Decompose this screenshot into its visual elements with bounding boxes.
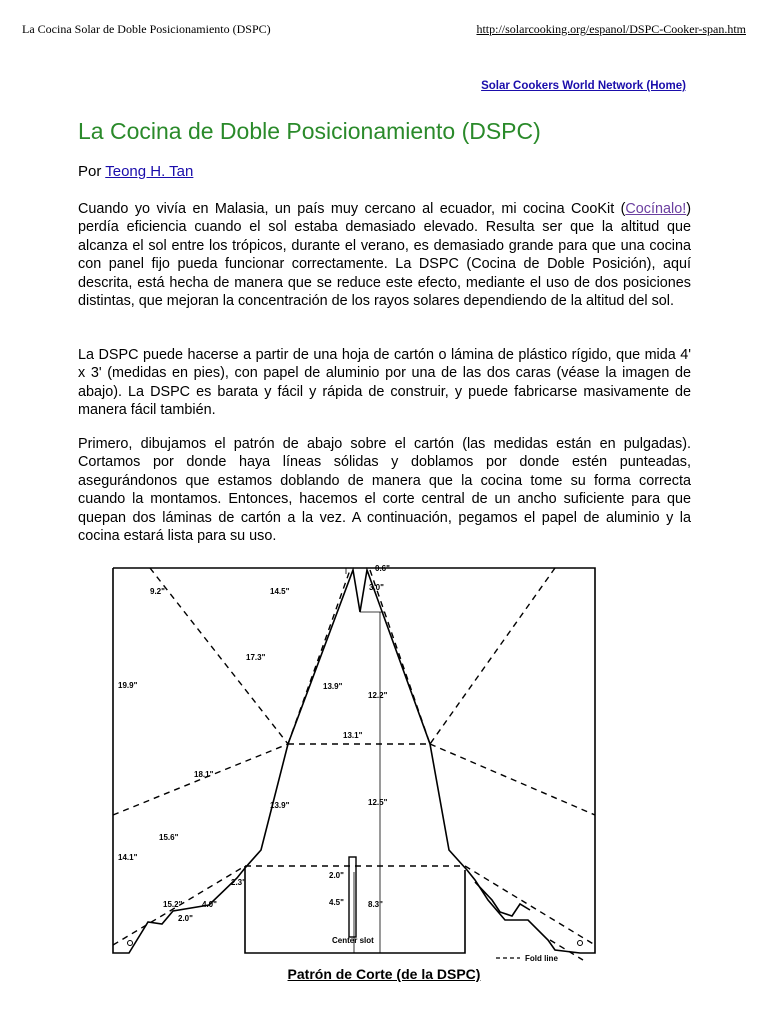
figure-caption-text: Patrón de Corte (de la DSPC): [287, 966, 481, 982]
label-2-0b: 2.0": [329, 871, 344, 880]
page-url[interactable]: http://solarcooking.org/espanol/DSPC-Cooker-span.htm: [476, 22, 746, 36]
label-13-9a: 13.9": [323, 682, 343, 691]
label-13-1: 13.1": [343, 731, 363, 740]
by-label: Por: [78, 163, 102, 180]
label-9-2: 9.2": [150, 587, 165, 596]
label-8-3: 8.3": [368, 900, 383, 909]
label-center-slot: Center slot: [332, 936, 374, 945]
label-15-6: 15.6": [159, 833, 179, 842]
page-title: La Cocina de Doble Posicionamiento (DSPC): [78, 118, 541, 144]
label-12-2: 12.2": [368, 691, 388, 700]
label-0-6: 0.6": [375, 564, 390, 573]
label-2-3: 2.3": [231, 878, 246, 887]
label-14-1: 14.1": [118, 853, 138, 862]
author-link[interactable]: Teong H. Tan: [105, 163, 194, 180]
label-18-1: 18.1": [194, 770, 214, 779]
label-4-5: 4.5": [329, 898, 344, 907]
fold-line-legend: [496, 954, 558, 963]
p1-text-a: Cuando yo vivía en Malasia, un país muy cercano al ecuador, mi cocina CooKit (: [78, 201, 626, 217]
legend-fold-line-label: Fold line: [525, 954, 558, 963]
figure-caption: [0, 966, 768, 982]
label-2-0a: 2.0": [178, 914, 193, 923]
label-17-3: 17.3": [246, 653, 266, 662]
cutting-pattern-diagram: [110, 560, 610, 970]
cookit-link[interactable]: Cocínalo!: [625, 201, 687, 217]
paragraph-intro: [78, 200, 691, 310]
paragraph-materials: La DSPC puede hacerse a partir de una hoja de cartón o lámina de plástico rígido, que mida 4' x 3' (medidas en pies), con papel de aluminio por una de las dos caras (véase la imagen de abajo). La DSPC es barata y fácil y rápida de construir, y puede fabricarse masivamente de manera fácil también.: [78, 347, 691, 419]
label-4-0: 4.0": [202, 900, 217, 909]
label-3-0: 3.0": [369, 583, 384, 592]
document-title: La Cocina Solar de Doble Posicionamiento (DSPC): [22, 22, 271, 36]
label-14-5: 14.5": [270, 587, 290, 596]
home-link[interactable]: Solar Cookers World Network (Home): [481, 80, 686, 92]
label-15-2: 15.2": [163, 900, 183, 909]
label-13-9b: 13.9": [270, 801, 290, 810]
paragraph-instructions: Primero, dibujamos el patrón de abajo sobre el cartón (las medidas están en pulgadas). Cortamos por donde haya líneas sólidas y doblamos por donde estén punteadas, asegurándonos que estamos doblando de manera que la cocina tome su forma correcta cuando la montamos. Entonces, hacemos el corte central de un ancho suficiente para que quepan dos láminas de cartón a la vez. A continuación, pegamos el papel de aluminio y la cocina estará lista para su uso.: [78, 436, 691, 545]
byline: [78, 163, 193, 180]
label-12-5: 12.5": [368, 798, 388, 807]
p1-text-b: ) perdía eficiencia cuando el sol estaba demasiado elevado. Resulta ser que la altitud que alcanza el sol entre los trópicos, durante el verano, es demasiado grande para que una cocina con panel fijo pueda funcionar correctamente. La DSPC (Cocina de Doble Posición), aquí descrita, está hecha de manera que se reduce este efecto, mediante el uso de dos posiciones distintas, que mejoran la concentración de los rayos solares dependiendo de la altitud del sol.: [78, 201, 691, 310]
label-19-9: 19.9": [118, 681, 138, 690]
